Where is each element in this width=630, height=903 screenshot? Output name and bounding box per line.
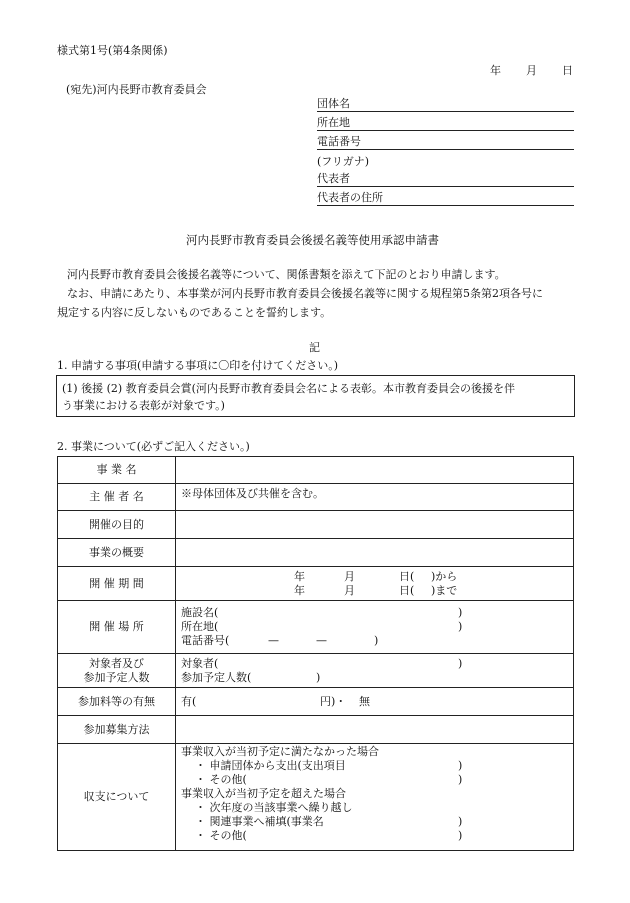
venue-phone-dash-2: — (316, 634, 327, 647)
input-budget[interactable] (176, 744, 574, 851)
budget-over-3: ・ その他( (195, 829, 247, 842)
intro-line-1: 河内長野市教育委員会後援名義等について、関係書類を添えて下記のとおり申請します。 (67, 268, 506, 281)
label-fee: 参加料等の有無 (58, 688, 176, 716)
date-line (490, 62, 573, 78)
label-target (58, 654, 176, 688)
fee-no[interactable]: 無 (359, 694, 370, 708)
period-to-close: )まで (431, 583, 458, 597)
fee-yen: 円)・ (320, 694, 347, 708)
row-organizer (58, 484, 574, 511)
label-venue: 開 催 場 所 (58, 601, 176, 654)
input-event-name[interactable] (176, 457, 574, 484)
label-period: 開 催 期 間 (58, 567, 176, 601)
field-representative-address: 代表者の住所 (317, 190, 574, 206)
document-title: 河内長野市教育委員会後援名義等使用承認申請書 (186, 233, 439, 247)
period-to-day: 日( (399, 583, 415, 597)
budget-over-1: ・ 次年度の当該事業へ繰り越し (195, 801, 353, 814)
input-recruit[interactable] (176, 716, 574, 744)
period-from-close: )から (431, 569, 458, 583)
label-recruit: 参加募集方法 (58, 716, 176, 744)
form-number: 様式第1号(第4条関係) (57, 44, 168, 57)
input-organizer[interactable] (176, 484, 574, 511)
row-budget (58, 744, 574, 851)
budget-over-heading: 事業収入が当初予定を超えた場合 (181, 787, 346, 800)
budget-under-heading: 事業収入が当初予定に満たなかった場合 (181, 745, 379, 758)
period-from-month: 月 (344, 569, 355, 583)
budget-over-2: ・ 関連事業へ補填(事業名 (195, 815, 324, 828)
target-subject-close: ) (458, 656, 463, 670)
row-venue (58, 601, 574, 654)
venue-phone: 電話番号( (181, 634, 230, 647)
section1-line-1: (1) 後援 (2) 教育委員会賞(河内長野市教育委員会名による表彰。本市教育委員会の後援を伴 (62, 382, 515, 395)
addressee: (宛先)河内長野市教育委員会 (66, 83, 207, 96)
row-overview (58, 539, 574, 567)
intro-line-3: 規定する内容に反しないものであることを誓約します。 (57, 306, 332, 319)
section1-heading: 1. 申請する事項(申請する事項に〇印を付けてください。) (57, 359, 339, 372)
venue-phone-close: ) (374, 634, 379, 647)
section2-heading: 2. 事業について(必ずご記入ください。) (57, 440, 250, 453)
venue-phone-dash-1: — (268, 634, 279, 647)
label-budget: 収支について (58, 744, 176, 851)
ki-heading: 記 (309, 341, 320, 354)
row-recruit (58, 716, 574, 744)
label-target-line-2: 参加予定人数 (83, 670, 150, 684)
target-subject: 対象者( (181, 656, 219, 670)
row-target (58, 654, 574, 688)
row-period (58, 567, 574, 601)
label-event-name: 事 業 名 (58, 457, 176, 484)
label-overview: 事業の概要 (58, 539, 176, 567)
label-organizer: 主 催 者 名 (58, 484, 176, 511)
budget-under-1: ・ 申請団体から支出(支出項目 (195, 759, 346, 772)
label-target-line-1: 対象者及び (89, 656, 144, 670)
period-to-year: 年 (294, 583, 305, 597)
date-day: 日 (562, 64, 573, 77)
row-purpose (58, 511, 574, 539)
row-fee (58, 688, 574, 716)
organizer-note: ※母体団体及び共催を含む。 (181, 487, 324, 500)
section1-box (56, 375, 575, 417)
budget-under-1-close: ) (458, 759, 463, 772)
period-from-year: 年 (294, 569, 305, 583)
budget-under-2: ・ その他( (195, 773, 247, 786)
budget-over-3-close: ) (458, 829, 463, 842)
budget-over-2-close: ) (458, 815, 463, 828)
date-year: 年 (490, 64, 501, 77)
input-target[interactable] (176, 654, 574, 688)
period-from-day: 日( (399, 569, 415, 583)
input-fee[interactable] (176, 688, 574, 716)
event-table (57, 456, 574, 851)
section1-line-2: う事業における表彰が対象です。) (62, 399, 225, 412)
field-org-name: 団体名 (317, 96, 574, 112)
fee-yes[interactable]: 有( (181, 694, 197, 708)
venue-address: 所在地( (181, 620, 219, 633)
target-count-close: ) (316, 670, 321, 684)
field-address: 所在地 (317, 115, 574, 131)
period-to-month: 月 (344, 583, 355, 597)
field-representative: 代表者 (317, 171, 574, 187)
budget-under-2-close: ) (458, 773, 463, 786)
venue-address-close: ) (458, 620, 463, 633)
venue-facility: 施設名( (181, 606, 219, 619)
intro-line-2: なお、申請にあたり、本事業が河内長野市教育委員会後援名義等に関する規程第5条第2項各号に (67, 287, 543, 300)
row-event-name (58, 457, 574, 484)
field-furigana: (フリガナ) (317, 155, 370, 168)
field-phone: 電話番号 (317, 134, 574, 150)
venue-facility-close: ) (458, 606, 463, 619)
input-purpose[interactable] (176, 511, 574, 539)
input-overview[interactable] (176, 539, 574, 567)
input-venue[interactable] (176, 601, 574, 654)
date-month: 月 (526, 64, 537, 77)
input-period[interactable] (176, 567, 574, 601)
target-count: 参加予定人数( (181, 670, 252, 684)
label-purpose: 開催の目的 (58, 511, 176, 539)
